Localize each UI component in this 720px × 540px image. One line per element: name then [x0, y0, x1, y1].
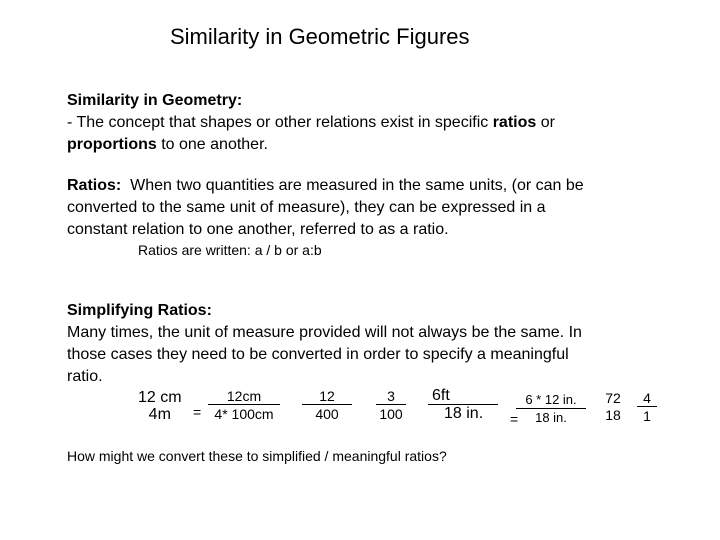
- example1-step2: [302, 388, 352, 423]
- ratios-text: When two quantities are measured in the same units, (or can be: [121, 177, 584, 194]
- simplifying-section: [67, 300, 707, 388]
- example1-numerator: 12 cm: [138, 389, 182, 406]
- ratios-written: Ratios are written: a / b or a:b: [138, 242, 322, 258]
- example1-fraction: [134, 390, 186, 424]
- simplifying-heading: Simplifying Ratios:: [67, 302, 212, 319]
- ratios-heading: Ratios:: [67, 177, 122, 194]
- simplifying-text: Many times, the unit of measure provided will not always be the same. In: [67, 324, 582, 341]
- ratios-section: [67, 175, 707, 241]
- example1-equals: =: [193, 404, 202, 420]
- example1-step3-numerator: 3: [376, 388, 406, 405]
- similarity-line1: [67, 112, 687, 134]
- similarity-heading: Similarity in Geometry:: [67, 92, 243, 109]
- example1-step2-denominator: 400: [315, 406, 339, 422]
- similarity-text: to one another.: [156, 136, 268, 153]
- simplifying-text: those cases they need to be converted in order to specify a meaningful: [67, 346, 569, 363]
- example1-step3-denominator: 100: [379, 406, 403, 422]
- example1-conversion: [208, 388, 280, 423]
- similarity-text: or: [536, 114, 555, 131]
- ratios-text: constant relation to one another, referred to as a ratio.: [67, 221, 449, 238]
- example2-step2-numerator: 72: [605, 390, 621, 406]
- example2-step3-numerator: 4: [637, 390, 657, 407]
- example2-conv-numerator: 6 * 12 in.: [516, 392, 586, 409]
- ratios-text: converted to the same unit of measure), they can be expressed in a: [67, 199, 546, 216]
- page-title: Similarity in Geometric Figures: [170, 24, 470, 49]
- example2-conv-denominator: 18 in.: [535, 410, 567, 425]
- similarity-line2: [67, 134, 687, 156]
- similarity-text: - The concept that shapes or other relations exist in specific: [67, 114, 493, 131]
- example2-fraction: [428, 388, 498, 423]
- example2-conversion: [516, 392, 586, 427]
- example2-step3-denominator: 1: [643, 408, 651, 424]
- example1-step2-numerator: 12: [302, 388, 352, 405]
- simplifying-text: ratio.: [67, 368, 103, 385]
- similarity-proportions-term: proportions: [67, 136, 157, 153]
- closing-question: How might we convert these to simplified / meaningful ratios?: [67, 448, 447, 464]
- example1-conv-denominator: 4* 100cm: [214, 406, 274, 422]
- similarity-section: [67, 90, 687, 156]
- similarity-ratios-term: ratios: [492, 114, 537, 131]
- example2-equals: =: [510, 411, 519, 427]
- example2-step3: [637, 390, 657, 425]
- ratios-line1: [67, 175, 707, 197]
- example2-step2-denominator: 18: [605, 407, 621, 423]
- example1-conv-numerator: 12cm: [208, 388, 280, 405]
- example2-step2: [598, 390, 628, 424]
- example2-denominator: 18 in.: [444, 405, 484, 422]
- example1-step3: [376, 388, 406, 423]
- example1-denominator: 4m: [148, 406, 171, 423]
- example2-numerator: 6ft: [428, 388, 498, 405]
